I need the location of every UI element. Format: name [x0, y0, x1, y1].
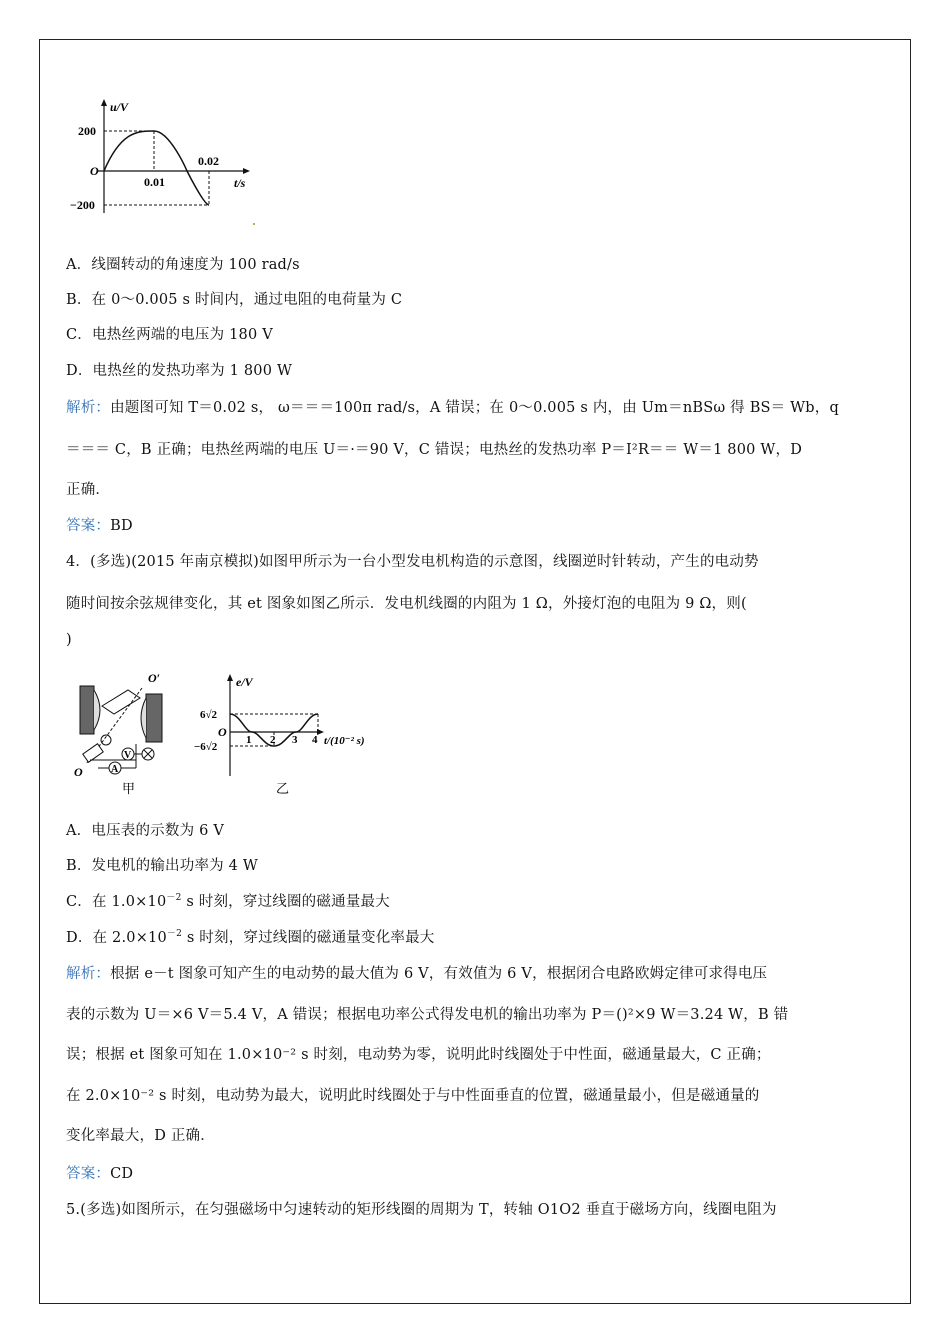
- e-max-label: 6√2: [200, 709, 218, 721]
- origin-label: O: [90, 164, 99, 178]
- q3-solution-line3: 正确．: [66, 482, 111, 498]
- q4-option-b: B．发电机的输出功率为 4 W: [66, 858, 259, 874]
- answer-value: CD: [110, 1166, 134, 1182]
- q4-stem-line2: 随时间按余弦规律变化，其 et 图象如图乙所示．发电机线圈的内阻为 1 Ω，外接灯泡的电阻为 9 Ω，则(: [66, 596, 747, 612]
- y-axis-label: u/V: [110, 100, 129, 114]
- x-tick-002: 0.02: [198, 154, 219, 168]
- answer-label: 答案：: [66, 518, 111, 534]
- q3-solution-line2: ＝＝＝ C，B 正确；电热丝两端的电压 U＝·＝90 V，C 错误；电热丝的发热功率 P＝I²R＝＝ W＝1 800 W，D: [66, 442, 803, 458]
- figure-e-t-graph: [188, 668, 378, 798]
- caption-jia: 甲: [122, 781, 136, 796]
- ammeter-label: A: [111, 764, 119, 775]
- q4-option-c: [66, 890, 390, 911]
- o-prime-label: O′: [148, 671, 161, 685]
- answer-value: BD: [110, 518, 133, 534]
- q3-option-c: C．电热丝两端的电压为 180 V: [66, 327, 273, 343]
- q4-option-d-post: s 时刻，穿过线圈的磁通量变化率最大: [182, 930, 435, 946]
- q4-solution-line2: 表的示数为 U＝×6 V＝5.4 V，A 错误；根据电功率公式得发电机的输出功率为 P＝()²×9 W＝3.24 W，B 错: [66, 1007, 789, 1023]
- q4-solution-text1: 根据 e－t 图象可知产生的电动势的最大值为 6 V，有效值为 6 V，根据闭合电路欧姆定律可求得电压: [110, 966, 768, 982]
- q5-stem-line1: 5.(多选)如图所示，在匀强磁场中匀速转动的矩形线圈的周期为 T，转轴 O1O2 垂直于磁场方向，线圈电阻为: [66, 1202, 777, 1218]
- q3-option-b: B．在 0～0.005 s 时间内，通过电阻的电荷量为 C: [66, 292, 403, 308]
- x-tick-001: 0.01: [144, 175, 165, 189]
- q4-solution-line5: 变化率最大，D 正确．: [66, 1128, 215, 1144]
- q4-solution-line4: 在 2.0×10⁻² s 时刻，电动势为最大，说明此时线圈处于与中性面垂直的位置，磁通量最小，但是磁通量的: [66, 1088, 760, 1104]
- q4-option-d: [66, 926, 435, 947]
- t-tick-1: 1: [246, 734, 252, 746]
- e-min-label: −6√2: [194, 741, 218, 753]
- caption-yi: 乙: [276, 781, 290, 796]
- q4-option-d-pre: D．在 2.0×10: [66, 930, 167, 946]
- q4-option-d-sup: －2: [166, 929, 183, 940]
- e-origin-label: O: [218, 725, 227, 739]
- voltmeter-label: V: [124, 750, 132, 761]
- q4-option-a: A．电压表的示数为 6 V: [66, 823, 224, 839]
- q4-solution-line1: [66, 962, 767, 983]
- t-tick-4: 4: [312, 734, 318, 746]
- q4-option-c-pre: C．在 1.0×10: [66, 894, 167, 910]
- q4-stem-line1: 4．(多选)(2015 年南京模拟)如图甲所示为一台小型发电机构造的示意图，线圈逆时针转动，产生的电动势: [66, 554, 759, 570]
- answer-label: 答案：: [66, 1166, 111, 1182]
- q4-stem-line3: ): [66, 632, 72, 648]
- t-tick-3: 3: [292, 734, 298, 746]
- e-axis-label: e/V: [236, 675, 253, 689]
- solution-label: 解析：: [66, 400, 111, 416]
- q4-option-c-sup: －2: [166, 893, 182, 904]
- q3-solution-line1: [66, 396, 839, 417]
- solution-label: 解析：: [66, 966, 111, 982]
- t-tick-2: 2: [270, 734, 276, 746]
- q4-option-c-post: s 时刻，穿过线圈的磁通量最大: [181, 894, 390, 910]
- o-label: O: [74, 765, 83, 779]
- q3-answer: [66, 514, 133, 535]
- y-max-label: 200: [78, 124, 96, 138]
- x-axis-label: t/s: [234, 176, 246, 190]
- figure-u-t-graph: [66, 95, 266, 230]
- q3-solution-text1: 由题图可知 T＝0.02 s， ω＝＝＝100π rad/s，A 错误；在 0～0.005 s 内，由 Um＝nBSω 得 BS＝ Wb，q: [110, 400, 839, 416]
- t-axis-label: t/(10⁻² s): [324, 735, 365, 747]
- q4-solution-line3: 误；根据 et 图象可知在 1.0×10⁻² s 时刻，电动势为零，说明此时线圈处于中性面，磁通量最大，C 正确；: [66, 1047, 771, 1063]
- q4-answer: [66, 1162, 133, 1183]
- y-min-label: −200: [70, 198, 95, 212]
- q3-option-d: D．电热丝的发热功率为 1 800 W: [66, 363, 293, 379]
- q3-option-a: A．线圈转动的角速度为 100 rad/s: [66, 257, 300, 273]
- figure-generator-schematic: [66, 668, 186, 798]
